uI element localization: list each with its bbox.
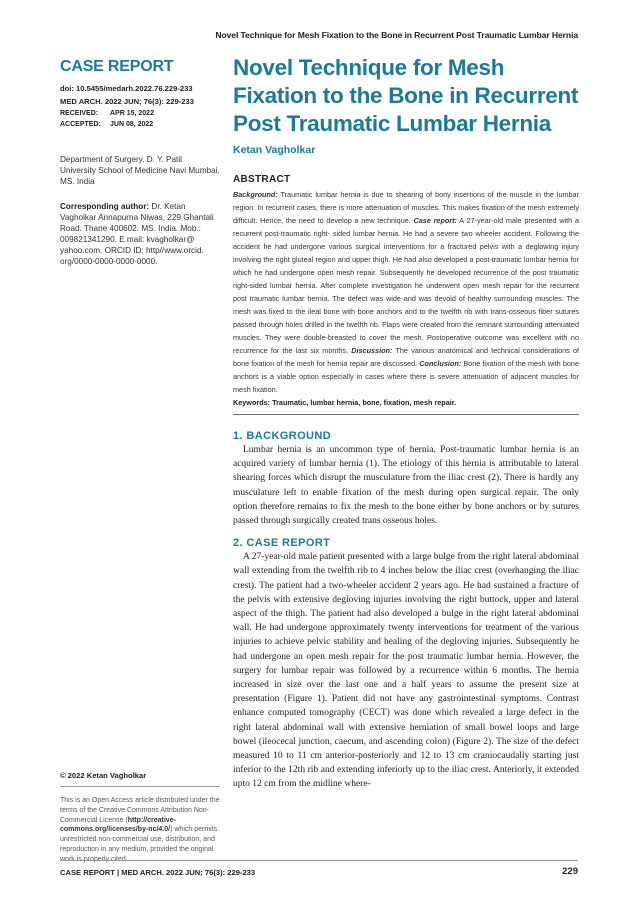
abstract-case-label: Case report: <box>413 216 457 225</box>
corresponding-author <box>60 201 220 267</box>
divider <box>233 414 579 415</box>
footer-divider <box>60 860 578 861</box>
corr-text: Dr. Ketan Vagholkar Annapurna Niwas, 229 Ghantali Road. Thane 400602. MS. India. Mob.: 009821341290. E mail: kvagholkar@ yahoo.com. ORCID ID: http//www.orcid. org/0000-0000-0000-0000. <box>60 202 214 266</box>
abstract-discussion-text: The various anatomical and technical considerations of bone fixation of the mesh for hernia repair are discussed. <box>233 346 579 368</box>
received-value: APR 15, 2022 <box>110 110 154 117</box>
page-number: 229 <box>562 866 578 877</box>
affiliation: Department of Surgery. D. Y. Patil University School of Medicine Navi Mumbai. MS. India <box>60 155 220 186</box>
article-title: Novel Technique for Mesh Fixation to the Bone in Recurrent Post Traumatic Lumbar Hernia <box>233 55 579 136</box>
abstract-case-text: A 27-year-old male presented with a recurrent post-traumatic right- sided lumbar hernia. He had a severe two wheeler accident. Following the accident he had undergone various surgical interventions for a fractured pelvis with a deglowing injury involving the right gluteal region and upper thigh. He had also developed a post-traumatic lumbar hernia for which he had undergone open mesh repair. Subsequently he developed recurrence of the post traumatic right-sided lumbar hernia. After complete investigation he underwent open mesh repair for the recurrent post traumatic lumbar hernia. The defect was wide and was devoid of healthy surrounding muscles. The mesh was fixed to the ileal bone with bone anchors and to the twelfth rib with trans-osseous fiber sutures passed through holes drilled in the twelfth rib. Flaps were created from the remnant surrounding attenuated muscles. They were double-breasted to cover the mesh. Postoperative outcome was excellent with no recurrence for the last six months. <box>233 216 579 355</box>
accepted-value: JUN 08, 2022 <box>110 121 154 128</box>
license-post: ) which permits unrestricted non-commercial use, distribution, and reproduction in any medium, provided the original <box>60 826 218 853</box>
keywords: Keywords: Traumatic, lumbar hernia, bone, fixation, mesh repair. <box>233 398 457 407</box>
abstract-bg-label: Background: <box>233 190 278 199</box>
corr-label: Corresponding author: <box>60 202 150 211</box>
background-text: Lumbar hernia is an uncommon type of hernia. Post-traumatic lumbar hernia is an acquired variety of lumbar hernia (1). The etiology of this hernia is attributable to lateral shearing forces which disrupt the musculature from the iliac crest (2). There is hardly any musculature left to enable fixation of the mesh during open surgical repair. The only option therefore remains to fix the mesh to the bone either by bone anchors or by sutures passed through surgically created trans osseous holes. <box>233 445 579 527</box>
license-pre: This is an Open Access article distributed under the terms of the Creative Commons Attribution Non-Commercial License ( <box>60 797 220 824</box>
left-sidebar <box>60 58 220 267</box>
license-link[interactable]: http://creative-commons.org/licenses/by-nc/4.0/ <box>60 816 176 834</box>
doi[interactable]: doi: 10.5455/medarh.2022.76.229-233 <box>60 84 193 93</box>
journal-citation: MED ARCH. 2022 JUN; 76(3): 229-233 <box>60 97 194 106</box>
abstract-bg-text: Traumatic lumbar hernia is due to shearing of bony insertions of the muscle in the lumbar region. In recurrent cases, there is more attenuation of muscles. This makes fixation of the mesh extremely difficult. Hence, the need to develop a new technique. <box>233 190 579 225</box>
abstract-discussion-label: Discussion: <box>351 346 393 355</box>
footer-citation: CASE REPORT | MED ARCH. 2022 JUN; 76(3): 229-233 <box>60 868 256 877</box>
section-heading-case-report: 2. CASE REPORT <box>233 537 331 550</box>
section-heading-background: 1. BACKGROUND <box>233 430 332 442</box>
abstract-conclusion-label: Conclusion: <box>419 359 462 368</box>
divider <box>60 786 220 787</box>
abstract-heading: ABSTRACT <box>233 174 291 185</box>
author: Ketan Vagholkar <box>233 144 316 156</box>
section-label: CASE REPORT <box>60 58 174 75</box>
abstract-conclusion-text: Bone fixation of the mesh with bone anchors is a viable option especially in cases where there is severe attenuation of adjacent muscles for mesh fixation. <box>233 359 579 394</box>
main-column <box>233 54 579 792</box>
received-label: RECEIVED: <box>60 110 99 117</box>
accepted-date <box>60 121 220 128</box>
received-date <box>60 110 220 117</box>
license-note <box>60 796 220 865</box>
abstract <box>233 188 579 396</box>
copyright: © 2022 Ketan Vagholkar <box>60 771 147 780</box>
running-header: Novel Technique for Mesh Fixation to the Bone in Recurrent Post Traumatic Lumbar Hernia <box>215 30 578 40</box>
case-report-text: A 27-year-old male patient presented with a large bulge from the right lateral abdominal wall extending from the twelfth rib to 4 inches below the iliac crest (overhanging the iliac crest). The patient had a two-wheeler accident 2 years ago. He had sustained a fracture of the pelvis with extensive degloving injuries involving the right buttock, upper and lateral aspect of the thigh. The patient had also developed a bulge in the right lateral abdominal wall. He had undergone approximately twenty interventions for treatment of the various injuries to achieve pelvic stability and healing of the degloving injuries. Subsequently he had undergone an open mesh repair for the post traumatic lumbar hernia. However, the surgery for lumbar repair was followed by a recurrence within 6 months. The hernia increased in size over the last one and a half years to assume the present size at presentation (Figure 1). Patient did not have any gastrointestinal symptoms. Contrast enhance computed tomography (CECT) was done which revealed a large defect in the right lateral abdominal wall with extensive herniation of small bowel loops and large bowel (ileocecal junction, caecum, and ascending colon) (Figure 2). The size of the defect measured 10 to 11 cm anterior-posteriorly and 12 to 13 cm craniocaudally starting just inferior to the 12th rib and extending inferiorly up to the iliac crest. Anteriorly, it extended upto 12 cm from the midline where- <box>233 552 579 790</box>
accepted-label: ACCEPTED: <box>60 121 101 128</box>
